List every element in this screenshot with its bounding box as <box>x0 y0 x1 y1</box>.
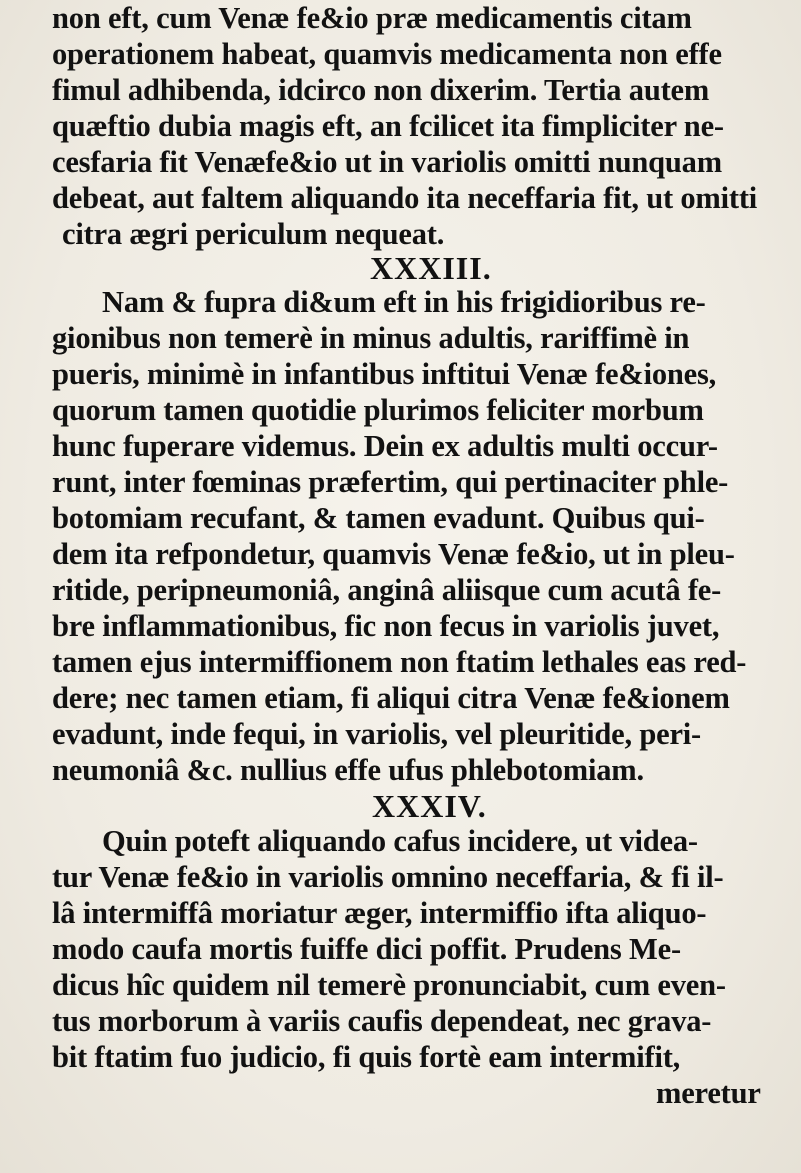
text-line: quorum tamen quotidie plurimos feliciter morbum <box>52 393 704 427</box>
text-line: debeat, aut faltem aliquando ita neceffaria fit, ut omitti <box>52 181 758 215</box>
text-line: cesfaria fit Venæfe&io ut in variolis omitti nunquam <box>52 145 722 179</box>
text-line: ritide, peripneumoniâ, anginâ aliisque cum acutâ fe- <box>52 573 722 607</box>
text-line: dere; nec tamen etiam, fi aliqui citra Venæ fe&ionem <box>52 681 730 715</box>
text-line: Quin poteft aliquando cafus incidere, ut videa- <box>102 824 698 858</box>
text-line: lâ intermiffâ moriatur æger, intermiffio ifta aliquo- <box>52 896 707 930</box>
text-line: bre inflammationibus, fic non fecus in variolis juvet, <box>52 609 720 643</box>
text-line: hunc fuperare videmus. Dein ex adultis multi occur- <box>52 429 718 463</box>
text-line: gionibus non temerè in minus adultis, rariffimè in <box>52 321 690 355</box>
text-line: modo caufa mortis fuiffe dici poffit. Prudens Me- <box>52 932 681 966</box>
text-line: Nam & fupra di&um eft in his frigidioribus re- <box>102 285 706 319</box>
text-line: non eft, cum Venæ fe&io præ medicamentis citam <box>52 1 692 35</box>
text-line: pueris, minimè in infantibus inftitui Venæ fe&iones, <box>52 357 717 391</box>
text-line: operationem habeat, quamvis medicamenta non effe <box>52 37 722 71</box>
text-line: evadunt, inde fequi, in variolis, vel pleuritide, peri- <box>52 717 702 751</box>
text-line: fimul adhibenda, idcirco non dixerim. Tertia autem <box>52 73 710 107</box>
text-line: bit ftatim fuo judicio, fi quis fortè eam intermifit, <box>52 1040 681 1074</box>
text-line: quæftio dubia magis eft, an fcilicet ita fimpliciter ne- <box>52 109 724 143</box>
text-line: citra ægri periculum nequeat. <box>62 217 445 251</box>
text-line: dem ita refpondetur, quamvis Venæ fe&io, ut in pleu- <box>52 537 735 571</box>
text-line: tur Venæ fe&io in variolis omnino neceffaria, & fi il- <box>52 860 724 894</box>
text-line: runt, inter fœminas præfertim, qui pertinaciter phle- <box>52 465 729 499</box>
section-heading: XXXIV. <box>372 788 487 824</box>
text-line: tamen ejus intermiffionem non ftatim lethales eas red- <box>52 645 747 679</box>
text-line: tus morborum à variis caufis dependeat, nec grava- <box>52 1004 712 1038</box>
text-line: botomiam recufant, & tamen evadunt. Quibus qui- <box>52 501 705 535</box>
catchword: meretur <box>656 1076 761 1110</box>
section-heading: XXXIII. <box>370 250 492 286</box>
text-line: neumoniâ &c. nullius effe ufus phlebotomiam. <box>52 753 644 787</box>
text-line: dicus hîc quidem nil temerè pronunciabit, cum even- <box>52 968 726 1002</box>
